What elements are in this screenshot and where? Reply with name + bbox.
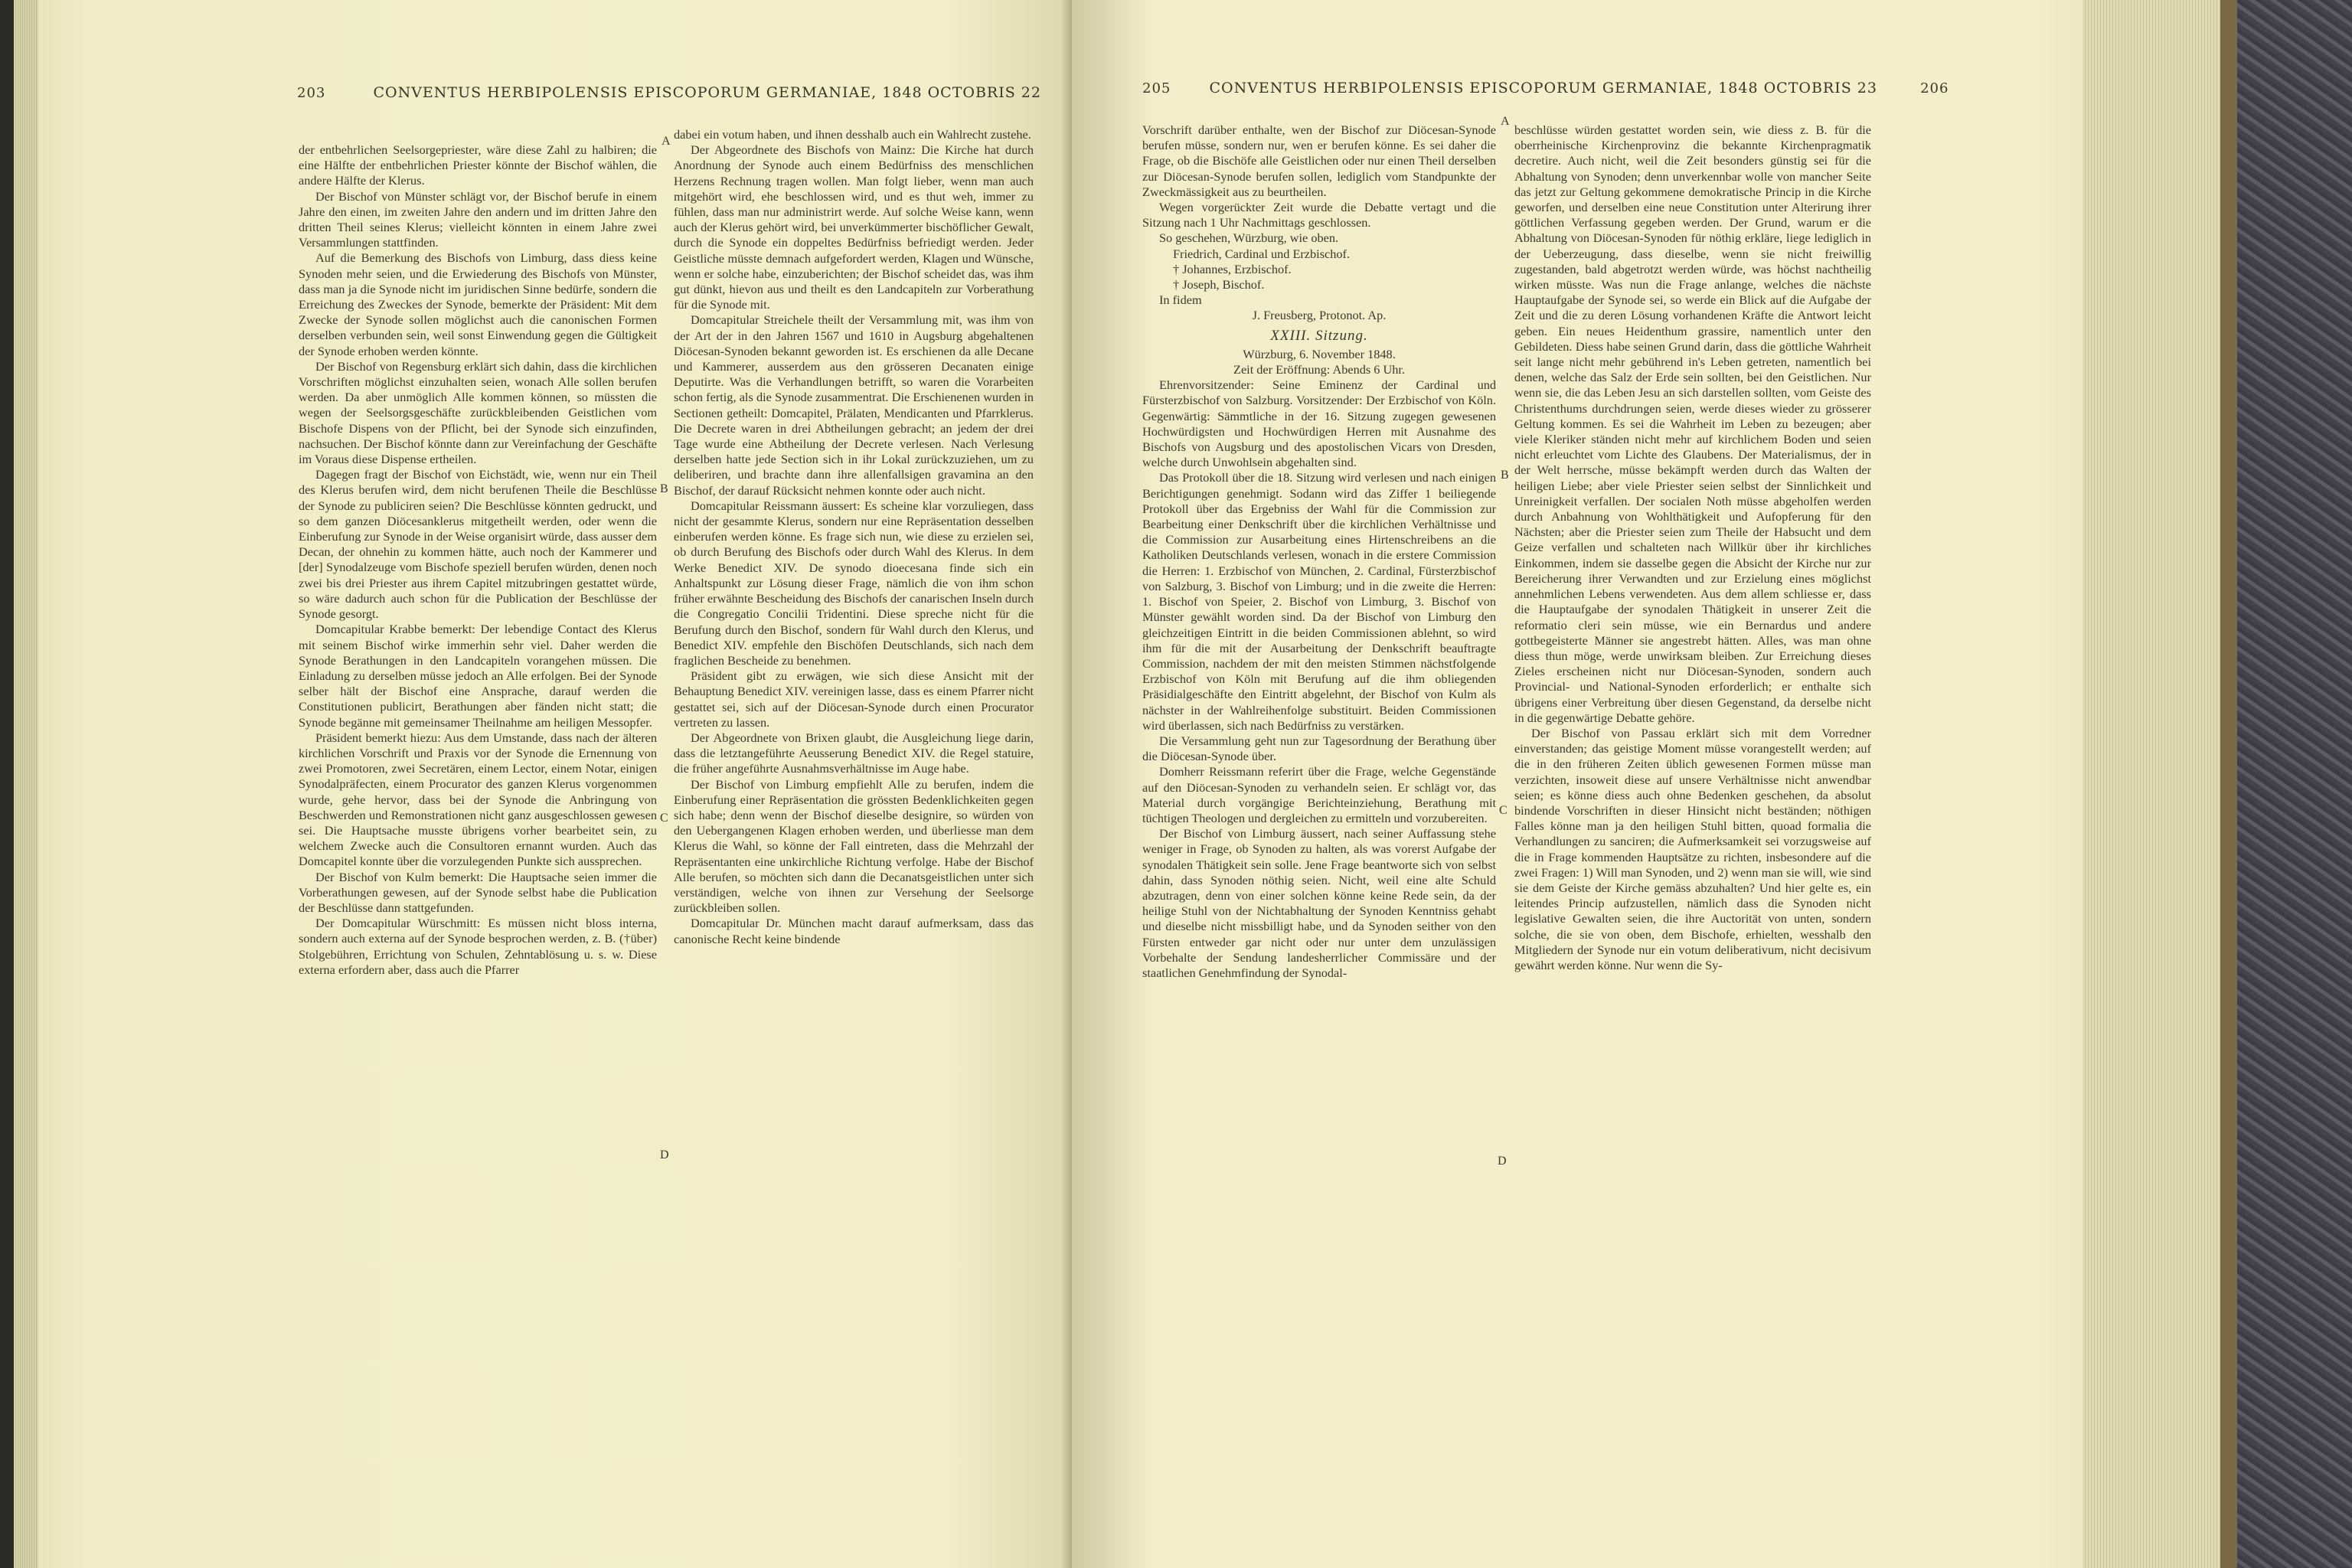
margin-letter-d: D [660,1148,669,1161]
right-page-edge [2082,0,2220,1568]
paragraph: Präsident bemerkt hiezu: Aus dem Umstande, dass nach der älteren kirchlichen Vorschrift und Praxis vor der Synode die Ernennung von zwei Promotoren, zwei Secretären, einem Lector, einem Notar, einigen Synodalpräfecten, einem Procurator des ganzen Klerus vorgenommen wurde, gehe hervor, dass bei der Synode die Anbringung von Beschwerden und Remonstrationen nicht ganz ausgeschlossen gewesen sei. Die Hauptsache musste übrigens vorher bearbeitet sein, zu welchem Zwecke auch die Consultoren ernannt wurden. Auch das Domcapitel konnte über die vorzulegenden Punkte sich aussprechen. [299,730,657,869]
paragraph: So geschehen, Würzburg, wie oben. [1159,230,1339,246]
paragraph: Der Bischof von Limburg äussert, nach seiner Auffassung stehe weniger in Frage, ob Synoden zu halten, als was vorerst Aufgabe der synodalen Thätigkeit sein solle. Jene Frage beantworte sich von selbst dahin, dass Synoden nöthig seien. Nicht, weil eine alte Schuld abzutragen, denn von einer solchen könne keine Rede sein, da der heilige Stuhl von der Nichtabhaltung der Synoden Kenntniss gehabt und dieselbe nicht missbilligt habe, und da Synoden seither von den Fürsten entweder gar nicht oder nur unter dem unzulässigen Vorbehalte der Sendung landesherrlicher Commissäre und der staatlichen Genehmfindung der Synodal- [1142,826,1496,980]
paragraph: Der Bischof von Regensburg erklärt sich dahin, dass die kirchlichen Vorschriften möglichst einzuhalten seien, wonach Alle sollen berufen werden. Da aber unmöglich Alle kommen können, so müssten die wegen der Seelsorgsgeschäfte zurückbleibenden Geistlichen vom Bischofe Dispens von der Pflicht, bei der Synode sich einzufinden, nachsuchen. Der Bischof könnte dann zur Vereinfachung der Geschäfte im Voraus diese Dispense ertheilen. [299,358,657,467]
paragraph: Das Protokoll über die 18. Sitzung wird verlesen und nach einigen Berichtigungen genehmigt. Sodann wird das Ziffer 1 beiliegende Protokoll über das Ergebniss der Wahl für die Commission zur Bearbeitung einer Denkschrift über die kirchlichen Verhältnisse und die Commission zur Ausarbeitung eines Hirtenschreibens an die Katholiken Deutschlands verlesen, wonach in die erstere Commission die Herren: 1. Erzbischof von München, 2. Cardinal, Fürsterzbischof von Salzburg, 3. Bischof von Limburg; und in die zweite die Herren: 1. Bischof von Speier, 2. Bischof von Limburg, 3. Bischof von Münster gewählt worden sind. Da der Bischof von Limburg den gleichzeitigen Eintritt in die beiden Commissionen ablehnt, so wird ihm für die mit der Ausarbeitung der Denkschrift beauftragte Commission, nachdem der mit den meisten Stimmen nächstfolgende Erzbischof von Köln mit Berufung auf die ihm obliegenden Präsidialgeschäfte den Eintritt abgelehnt, der Bischof von Kulm als nächster in der Wahlreihenfolge substituirt. Beiden Commissionen wird überlassen, sich nach Bedürfniss zu verstärken. [1142,470,1496,733]
paragraph: Präsident gibt zu erwägen, wie sich diese Ansicht mit der Behauptung Benedict XIV. vereinigen lasse, dass es einem Pfarrer nicht gestattet sei, sich auf der Diöcesan-Synode durch einen Procurator vertreten zu lassen. [674,668,1034,730]
paragraph: der entbehrlichen Seelsorgepriester, wäre diese Zahl zu halbiren; die eine Hälfte der entbehrlichen Priester könnte der Bischof wählen, die andere Hälfte der Klerus. [299,142,657,188]
signature-line: † Johannes, Erzbischof. [1173,261,1292,276]
margin-letter-b: B [1501,469,1509,482]
margin-letter-a: A [662,135,671,148]
paragraph: dabei ein votum haben, und ihnen desshalb auch ein Wahlrecht zustehe. [674,127,1031,142]
left-page-number: 203 [297,85,326,101]
paragraph: Der Domcapitular Würschmitt: Es müssen nicht bloss interna, sondern auch externa auf der Synode besprochen werden, z. B. (†über) Stolgebühren, Errichtung von Schulen, Zehntablösung u. s. w. Diese externa erfordern aber, dass auch die Pfarrer [299,916,657,977]
paragraph: Der Bischof von Münster schlägt vor, der Bischof berufe in einem Jahre den einen, im zweiten Jahre den andern und im dritten Jahre den dritten Theil seines Klerus; vielleicht könnten in einem Jahre zwei Versammlungen stattfinden. [299,188,657,250]
session-date: Würzburg, 6. November 1848. [1243,346,1396,361]
right-column-2 [1514,122,1871,973]
paragraph: Auf die Bemerkung des Bischofs von Limburg, dass diess keine Synoden mehr seien, und die Erwiederung des Bischofs von Münster, dass man ja die Synode nicht im juridischen Sinne bedürfe, sondern die Erreichung des Zweckes der Synode, bemerkte der Präsident: Mit dem Zwecke der Synode sollen möglichst auch die canonischen Formen derselben verbunden sein, weil sonst Einwendung gegen die Gültigkeit der Synode erhoben werden könnte. [299,250,657,358]
right-page-number: 205 [1142,80,1171,96]
margin-letter-c: C [1499,804,1508,817]
left-column-1 [299,142,657,978]
section-title: XXIII. Sitzung. [1270,327,1368,344]
paragraph: Der Abgeordnete des Bischofs von Mainz: Die Kirche hat durch Anordnung der Synode auch einem Bedürfniss des menschlichen Herzens Rechnung tragen wollen. Man folgt lieber, wenn man auch mitgehört wird, ehe beschlossen wird, und es thut weh, immer zu fühlen, dass man nur administrirt werde. Auf solche Weise kann, wenn auch der Klerus gehört wird, bei unverkümmerter bischöflicher Gewalt, durch die Synode ein doppeltes Bedürfniss befriedigt werden. Jeder Geistliche müsste demnach aufgefordert werden, Klagen und Wünsche, wenn er solche habe, einzuberichten; der Bischof scheidet das, was ihm gut dünkt, hievon aus und theilt es den Landcapiteln zur Vorberathung für die Synode mit. [674,142,1034,312]
protonotary-signature: J. Freusberg, Protonot. Ap. [1252,308,1387,323]
paragraph: Der Bischof von Passau erklärt sich mit dem Vorredner einverstanden; das geistige Moment müsse vorangestellt werden; auf die in den früheren Zeiten üblich gewesenen Formen müsse man verzichten, insoweit diese auf unsere Verhältnisse nicht anwendbar seien; es könne diess auch ohne Bedenken geschehen, da absolut bindende Vorschriften in dieser Hinsicht nicht beständen; nöthigen Falles könne man ja den heiligen Stuhl bitten, quoad formalia die Verhandlungen zu sanciren; die Aufmerksamkeit sei vorzugsweise auf die in Frage kommenden Hauptsätze zu richten, insbesondere auf die zwei Fragen: 1) Will man Synoden, und 2) wenn man sie will, wie sind sie dem Geiste der Kirche gemäss abzuhalten? Und hier gelte es, ein leitendes Princip aufzustellen, nämlich dass die Synoden nicht legislative Gewalten seien, die ihre Auctorität von unten, sondern solche, die sie von oben, dem Bischofe, erhielten, wesshalb den Mitgliedern der Synode nur ein votum deliberativum, nicht decisivum gewährt werden könne. Nur wenn die Sy- [1514,725,1871,972]
paragraph: Ehrenvorsitzender: Seine Eminenz der Cardinal und Fürsterzbischof von Salzburg. Vorsitzender: Der Erzbischof von Köln. Gegenwärtig: Sämmtliche in der 16. Sitzung zugegen gewesenen Hochwürdigsten und Hochwürdigen Herren mit Ausnahme des Bischofs von Augsburg und des apostolischen Vicars von Dresden, welche durch Unwohlsein abgehalten sind. [1142,377,1496,470]
left-column-2 [674,127,1034,947]
paragraph: Wegen vorgerückter Zeit wurde die Debatte vertagt und die Sitzung nach 1 Uhr Nachmittags geschlossen. [1142,200,1496,230]
session-time: Zeit der Eröffnung: Abends 6 Uhr. [1233,362,1405,377]
right-page-header-title: CONVENTUS HERBIPOLENSIS EPISCOPORUM GERMANIAE, 1848 OCTOBRIS 23 [1209,80,1877,96]
right-column-1 [1142,122,1496,981]
paragraph: Der Bischof von Limburg empfiehlt Alle zu berufen, indem die Einberufung einer Repräsentation die grössten Bedenklichkeiten gegen sich habe; denn wenn der Bischof dieselbe designire, so würden von den Uebergangenen Klagen erhoben werden, und überliesse man dem Klerus die Wahl, so könne der Fall eintreten, dass die Mehrzahl der Repräsentanten eine unkirchliche Richtung verfolge. Habe der Bischof Alle berufen, so möchten sich dann die Decanatsgeistlichen unter sich verständigen, welche von ihnen zur Versehung der Seelsorge zurückbleiben sollen. [674,776,1034,916]
in-fidem: In fidem [1159,292,1202,308]
paragraph: Die Versammlung geht nun zur Tagesordnung der Berathung über die Diöcesan-Synode über. [1142,733,1496,764]
paragraph: Dagegen fragt der Bischof von Eichstädt, wie, wenn nur ein Theil des Klerus berufen wird, dem nicht berufenen Theile die Beschlüsse der Synode zu publiciren seien? Die Beschlüsse könnten gedruckt, und so dem ganzen Diöcesanklerus mitgetheilt werden, oder wenn die Einberufung zur Synode in der Weise organisirt würde, dass ausser dem Decan, der ohnehin zu kommen hätte, auch noch der Kammerer und [der] Synodalzeuge vom Bischofe speziell berufen würden, denen noch zwei bis drei Priester aus ihrem Capitel mitzubringen gestattet würde, so wäre dadurch auch schon für die Publication der Beschlüsse der Synode gesorgt. [299,467,657,622]
table-cloth [2237,0,2352,1568]
right-page [1072,0,2090,1568]
left-page [14,0,1072,1568]
left-page-header-title: CONVENTUS HERBIPOLENSIS EPISCOPORUM GERMANIAE, 1848 OCTOBRIS 22 [373,84,1041,101]
left-page-header [297,84,1106,101]
paragraph: Domherr Reissmann referirt über die Frage, welche Gegenstände auf den Diöcesan-Synoden zu verhandeln seien. Er schlägt vor, das Material durch vorgängige Berichteinziehung, Berathung mit tüchtigen Theologen und dergleichen zu ermitteln und vorzubereiten. [1142,764,1496,825]
right-page-header [1142,80,1949,96]
paragraph: Domcapitular Dr. München macht darauf aufmerksam, dass das canonische Recht keine bindende [674,916,1034,946]
paragraph: Vorschrift darüber enthalte, wen der Bischof zur Diöcesan-Synode berufen müsse, sondern nur, wen er berufen könne. Es sei daher die Frage, ob die Bischöfe alle Geistlichen oder nur einen Theil derselben zur Diöcesan-Synode berufen sollen, lediglich vom Standpunkte der Zweckmässigkeit aus zu beurtheilen. [1142,122,1496,199]
left-page-edge [14,0,38,1568]
right-page-number-2: 206 [1920,80,1949,96]
paragraph: Domcapitular Krabbe bemerkt: Der lebendige Contact des Klerus mit seinem Bischof wirke immerhin sehr viel. Daher werden die Synode Berathungen in den Landcapiteln vorangehen müssen. Die Einladung zu derselben müsse jedoch an Alle erfolgen. Bei der Synode selber hält der Bischof eine Ansprache, darauf werden die Constitutionen publicirt, Berathungen aber fänden nicht statt; die Synode begänne mit gemeinsamer Theilnahme am heiligen Messopfer. [299,622,657,730]
signature-line: † Joseph, Bischof. [1173,277,1265,292]
paragraph: Der Abgeordnete von Brixen glaubt, die Ausgleichung liege darin, dass die letztangeführte Aeusserung Benedict XIV. die Regel statuire, die früher angeführte Ausnahmsverhältnisse im Auge habe. [674,730,1034,776]
paragraph: Domcapitular Streichele theilt der Versammlung mit, was ihm von der Art der in den Jahren 1567 und 1610 in Augsburg abgehaltenen Diöcesan-Synoden bekannt geworden ist. Es erschienen da alle Decane und Kammerer, ausserdem aus den grösseren Decanaten einige Deputirte. Was die Verhandlungen betrifft, so waren die Vorarbeiten schon fertig, als die Synode zusammentrat. Die Erschienenen wurden in Sectionen getheilt: Domcapitel, Prälaten, Mendicanten und Pfarrklerus. Die Decrete waren in drei Abtheilungen gebracht; an jedem der drei Tage wurde eine Abtheilung der Decrete verlesen. Nach Verlesung derselben hatte jede Section sich in ihr Lokal zurückzuziehen, um zu deliberiren, und brachte dann ihre allenfallsigen gravamina an den Bischof, der darauf Rücksicht nehmen konnte oder auch nicht. [674,312,1034,498]
paragraph: Domcapitular Reissmann äussert: Es scheine klar vorzuliegen, dass nicht der gesammte Klerus, sondern nur eine Repräsentation desselben einberufen werden könne. Es frage sich nun, wie diese zu erzielen sei, ob durch Berufung des Bischofs oder durch Wahl des Klerus. In dem Werke Benedict XIV. De synodo dioecesana finde sich ein Anhaltspunkt zur Lösung dieser Frage, nämlich die von ihm schon früher erwähnte Bescheidung des Bischofs der canarischen Inseln durch die Congregatio Concilii Tridentini. Diese spreche nicht für die Berufung durch den Bischof, sondern für Wahl durch den Klerus, und Benedict XIV. empfehle den Bischöfen Deutschlands, sich nach dem fraglichen Bescheide zu benehmen. [674,498,1034,668]
margin-letter-d: D [1498,1155,1507,1168]
book-cover [2220,0,2237,1568]
margin-letter-c: C [660,812,668,825]
paragraph: beschlüsse würden gestattet worden sein, wie diess z. B. für die oberrheinische Kirchenprovinz die bekannte Kirchenpragmatik decretire. Auch nicht, weil die Zeit besonders günstig sei für die Abhaltung von Synoden; denn unverkennbar wolle von mancher Seite das jetzt zur Geltung gekommene demokratische Princip in die Kirche geworfen, und derselben eine neue Constitution unter Alterirung ihrer göttlichen Verfassung gegeben werden. Der Grund, warum er die Abhaltung von Diöcesan-Synoden für nöthig erkläre, liege lediglich in der Ueberzeugung, dass dieselbe, wenn sie nicht freiwillig zugestanden, bald abgetrotzt werden würde, was höchst nachtheilig wirken müsste. Was nun die Frage anlange, welches die nächste Hauptaufgabe der Synode sei, so werde ein Blick auf die Aufgabe der Zeit und die zu deren Lösung vorhandenen Kräfte die Antwort leicht geben. Ein neues Heidenthum grassire, namentlich unter den Gebildeten. Diess habe seinen Grund darin, dass die göttliche Wahrheit seit lange nicht mehr gebührend in's Leben getreten, namentlich bei denen, welche das Salz der Erde sein sollten, bei den Geistlichen. Nur wenn sie, die das Leben Jesu an sich darstellen sollten, vom Geiste des Christenthums durchdrungen seien, werde dieses wieder zu grösserer Geltung kommen. Es sei die Wahrheit im Leben zu bezeugen; aber viele Kleriker ständen nicht mehr auf kirchlichem Boden und seien nicht erleuchtet vom Lichte des Glaubens. Der Materialismus, der in der Welt herrsche, müsse bekämpft werden durch das Walten der heiligen Liebe; aber viele Priester seien selbst der Sinnlichkeit und Unreinigkeit verfallen. Der socialen Noth müsse abgeholfen werden durch Anbahnung von Wohlthätigkeit und Aufopferung für den Nächsten; aber die Priester seien zum Theile der Habsucht und dem Geize verfallen und schalteten nach Willkür über ihr kirchliches Einkommen, indem sie dasselbe gegen die Absicht der Kirche nur zur Bereicherung ihrer Verwandten und zur Erzielung eines möglichst annehmlichen Lebens verwendeten. Aus dem allem schliesse er, dass die Hauptaufgabe der synodalen Thätigkeit in unserer Zeit die reformatio cleri sein müsse, wie ein Bernardus und andere gottbegeisterte Männer sie angestrebt hätten. Alles, was man ohne diess thun möge, werde unwirksam bleiben. Zur Erreichung dieses Zieles erscheinen nicht nur Diöcesan-Synoden, sondern auch Provincial- und National-Synoden erforderlich; er enthalte sich übrigens einer Verbreitung über diesen Gegenstand, da derselbe nicht in die gegenwärtige Debatte gehöre. [1514,122,1871,725]
paragraph: Der Bischof von Kulm bemerkt: Die Hauptsache seien immer die Vorberathungen gewesen, auf der Synode selbst habe die Publication der Beschlüsse dann stattgefunden. [299,869,657,915]
signature-line: Friedrich, Cardinal und Erzbischof. [1173,246,1351,261]
margin-letter-b: B [660,482,668,495]
margin-letter-a: A [1501,115,1510,128]
